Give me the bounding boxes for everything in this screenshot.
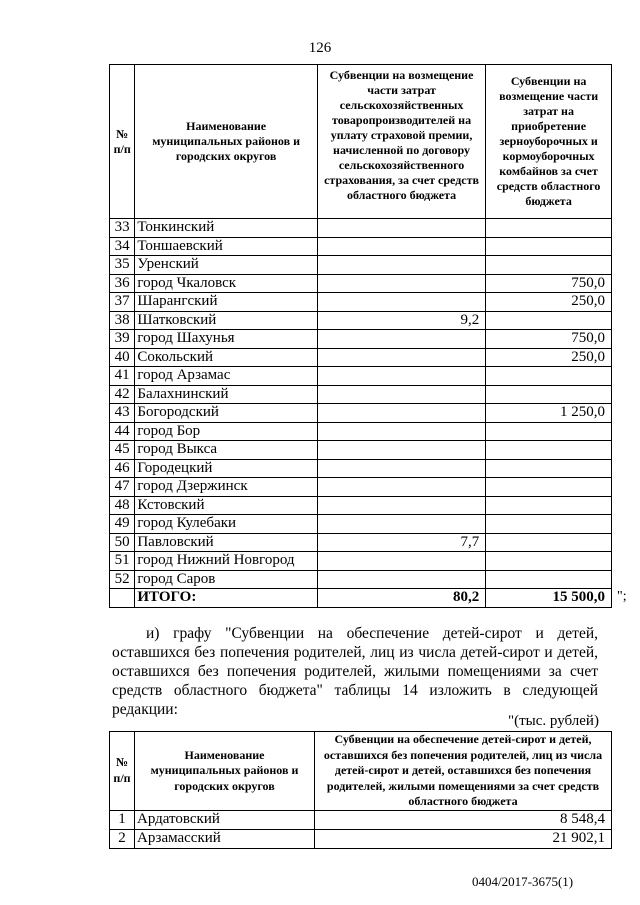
cell-name: город Нижний Новгород — [135, 552, 318, 571]
cell-num: 44 — [110, 422, 135, 441]
cell-name: город Саров — [135, 570, 318, 589]
cell-a — [317, 478, 485, 497]
t2-header-name: Наименование муниципальных районов и городских округов — [135, 732, 315, 811]
cell-b — [486, 237, 612, 256]
cell-a — [317, 256, 485, 275]
cell-num: 41 — [110, 367, 135, 386]
cell-name: Арзамасский — [135, 829, 315, 848]
table-row — [110, 570, 612, 589]
cell-name: Кстовский — [135, 496, 318, 515]
table-row — [110, 552, 612, 571]
cell-a — [317, 459, 485, 478]
table-row — [110, 404, 612, 423]
table-row — [110, 367, 612, 386]
table-row — [110, 478, 612, 497]
amendment-paragraph — [112, 624, 598, 719]
cell-a — [317, 330, 485, 349]
cell-name: город Выкса — [135, 441, 318, 460]
cell-a — [317, 385, 485, 404]
cell-num: 52 — [110, 570, 135, 589]
cell-a — [317, 570, 485, 589]
cell-num: 43 — [110, 404, 135, 423]
cell-name: Тоншаевский — [135, 237, 318, 256]
cell-num: 35 — [110, 256, 135, 275]
cell-num: 39 — [110, 330, 135, 349]
closing-quote: "; — [617, 589, 627, 604]
cell-b: 250,0 — [486, 293, 612, 312]
cell-num: 51 — [110, 552, 135, 571]
header-num: № п/п — [110, 65, 135, 219]
cell-num: 2 — [110, 829, 135, 848]
cell-name: город Бор — [135, 422, 318, 441]
cell-b: 250,0 — [486, 348, 612, 367]
total-a: 80,2 — [317, 589, 485, 608]
cell-num: 33 — [110, 219, 135, 238]
total-label: ИТОГО: — [135, 589, 318, 608]
table-row — [110, 829, 612, 848]
cell-num: 46 — [110, 459, 135, 478]
cell-num: 37 — [110, 293, 135, 312]
table-row — [110, 237, 612, 256]
cell-b — [486, 478, 612, 497]
table-row — [110, 311, 612, 330]
cell-name: Городецкий — [135, 459, 318, 478]
cell-b — [486, 311, 612, 330]
header-col-b: Субвенции на возмещение части затрат на приобретение зерноуборочных и кормоуборочных комбайнов за счет средств областного бюджета — [486, 65, 612, 219]
header-name: Наименование муниципальных районов и городских округов — [135, 65, 318, 219]
cell-num: 34 — [110, 237, 135, 256]
cell-b — [486, 219, 612, 238]
cell-num: 42 — [110, 385, 135, 404]
cell-a — [317, 515, 485, 534]
cell-b — [486, 570, 612, 589]
cell-name: город Чкаловск — [135, 274, 318, 293]
document-code: 0404/2017-3675(1) — [472, 874, 574, 889]
cell-num: 47 — [110, 478, 135, 497]
cell-name: Шарангский — [135, 293, 318, 312]
cell-b — [486, 533, 612, 552]
table-row — [110, 810, 612, 829]
page-number: 126 — [308, 40, 332, 56]
cell-b — [486, 385, 612, 404]
cell-a: 9,2 — [317, 311, 485, 330]
cell-a — [317, 441, 485, 460]
table-row — [110, 219, 612, 238]
cell-a: 7,7 — [317, 533, 485, 552]
cell-name: Шатковский — [135, 311, 318, 330]
cell-num: 49 — [110, 515, 135, 534]
cell-b — [486, 459, 612, 478]
subsidies-table-2 — [109, 731, 612, 849]
cell-a — [317, 274, 485, 293]
cell-a — [317, 237, 485, 256]
table-row — [110, 256, 612, 275]
amendment-text: и) графу "Субвенции на обеспечение детей-сирот и детей, оставшихся без попечения родителей, лиц из числа детей-сирот и детей, оставшихся без попечения родителей, жилыми помещениями за счет средств областного бюджета" таблицы 14 изложить в следующей редакции: — [112, 625, 598, 718]
cell-name: Уренский — [135, 256, 318, 275]
cell-num: 50 — [110, 533, 135, 552]
cell-num: 45 — [110, 441, 135, 460]
cell-b: 750,0 — [486, 274, 612, 293]
total-b: 15 500,0 — [486, 589, 612, 608]
table-row — [110, 348, 612, 367]
table-row — [110, 441, 612, 460]
cell-b: 750,0 — [486, 330, 612, 349]
table-row — [110, 459, 612, 478]
cell-a — [317, 219, 485, 238]
cell-a — [317, 348, 485, 367]
cell-val: 8 548,4 — [315, 810, 612, 829]
header-col-a: Субвенции на возмещение части затрат сельскохозяйственных товаропроизводителей на уплату страховой премии, начисленной по договору сельскохозяйственного страхования, за счет средств областного бюджета — [317, 65, 485, 219]
subsidies-table-1 — [109, 64, 612, 608]
cell-name: город Шахунья — [135, 330, 318, 349]
cell-name: город Дзержинск — [135, 478, 318, 497]
cell-empty — [110, 589, 135, 608]
table-row — [110, 533, 612, 552]
cell-val: 21 902,1 — [315, 829, 612, 848]
table-row — [110, 496, 612, 515]
table-row — [110, 330, 612, 349]
cell-a — [317, 422, 485, 441]
cell-name: Богородский — [135, 404, 318, 423]
cell-a — [317, 552, 485, 571]
table-row — [110, 422, 612, 441]
cell-num: 1 — [110, 810, 135, 829]
table-row — [110, 515, 612, 534]
cell-num: 36 — [110, 274, 135, 293]
table-row — [110, 385, 612, 404]
cell-num: 48 — [110, 496, 135, 515]
t2-header-num: № п/п — [110, 732, 135, 811]
cell-name: Павловский — [135, 533, 318, 552]
cell-b — [486, 496, 612, 515]
cell-a — [317, 404, 485, 423]
cell-name: Ардатовский — [135, 810, 315, 829]
cell-num: 38 — [110, 311, 135, 330]
cell-name: Тонкинский — [135, 219, 318, 238]
total-row — [110, 589, 612, 608]
units-label: "(тыс. рублей) — [508, 713, 599, 729]
cell-name: город Кулебаки — [135, 515, 318, 534]
t2-header-col: Субвенции на обеспечение детей-сирот и детей, оставшихся без попечения родителей, лиц из числа детей-сирот и детей, оставшихся без попечения родителей, жилыми помещениями за счет средств областного бюджета — [315, 732, 612, 811]
cell-a — [317, 293, 485, 312]
cell-b: 1 250,0 — [486, 404, 612, 423]
cell-b — [486, 256, 612, 275]
cell-b — [486, 367, 612, 386]
cell-b — [486, 441, 612, 460]
cell-a — [317, 367, 485, 386]
cell-b — [486, 515, 612, 534]
table-row — [110, 274, 612, 293]
cell-name: город Арзамас — [135, 367, 318, 386]
table-row — [110, 293, 612, 312]
cell-b — [486, 422, 612, 441]
cell-name: Балахнинский — [135, 385, 318, 404]
cell-name: Сокольский — [135, 348, 318, 367]
cell-b — [486, 552, 612, 571]
cell-num: 40 — [110, 348, 135, 367]
cell-a — [317, 496, 485, 515]
